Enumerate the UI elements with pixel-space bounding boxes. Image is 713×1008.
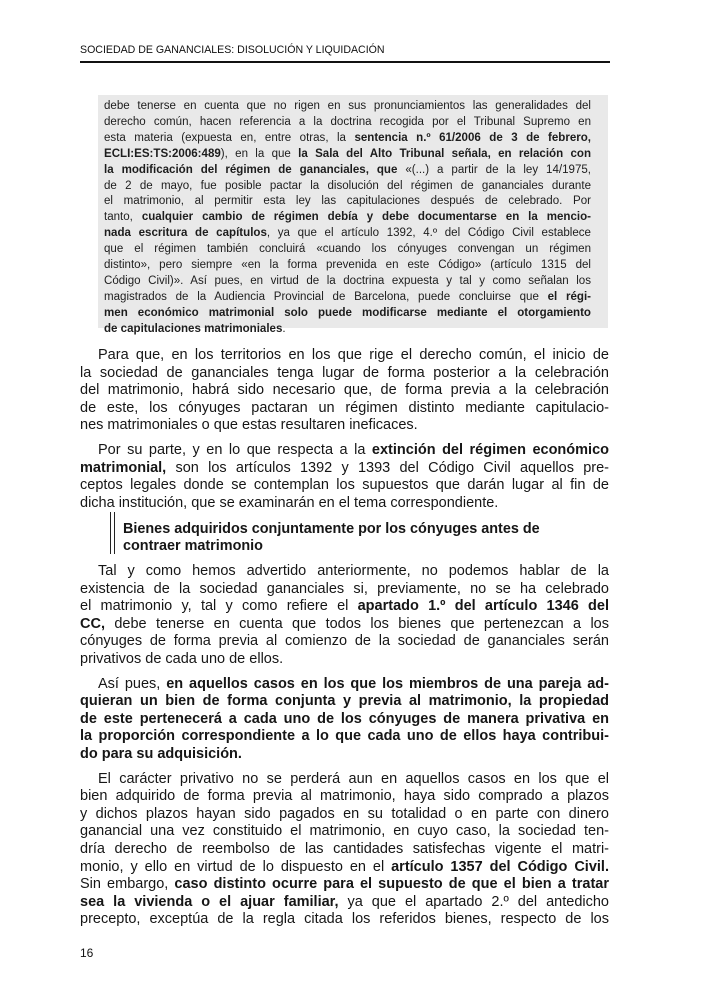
bold-run: extinción del régimen económico <box>371 441 609 458</box>
running-head: SOCIEDAD DE GANANCIALES: DISOLUCIÓN Y LIQUIDACIÓN <box>80 44 385 56</box>
bold-run: men económico matrimonial solo puede modificarse mediante el otorgamiento <box>104 306 591 319</box>
text-run: cónyuges de forma previa al comienzo de la sociedad de gananciales serán <box>80 633 609 650</box>
text-line <box>104 258 591 274</box>
text-line <box>80 711 609 729</box>
paragraph <box>80 347 609 435</box>
bold-run: matrimonial, <box>80 459 167 476</box>
text-line <box>80 859 609 877</box>
text-run: Así pues, <box>98 675 167 692</box>
paragraph <box>80 442 609 512</box>
text-run: dicha institución, que se examinarán en el tema correspondiente. <box>80 494 499 511</box>
body-block-bottom <box>80 563 609 929</box>
text-line <box>104 242 591 258</box>
bold-run: de capitulaciones matrimoniales <box>104 322 283 335</box>
text-line <box>80 841 609 859</box>
section-heading-line: contraer matrimonio <box>123 538 263 555</box>
text-run: magistrados de la Audiencia Provincial de Barcelona, puede concluirse que <box>104 290 548 303</box>
bold-run: nada escritura de capítulos <box>104 227 267 240</box>
text-line <box>80 495 609 513</box>
text-line <box>104 322 591 338</box>
text-line <box>80 876 609 894</box>
text-line <box>104 210 591 226</box>
text-run: «(...) a partir de la ley 14/1975, <box>397 163 592 176</box>
text-run: existencia de la sociedad gananciales si, previamente, no se ha celebrado <box>80 580 609 597</box>
text-line <box>80 563 609 581</box>
bold-run: sentencia n.º 61/2006 de 3 de febrero, <box>354 131 591 144</box>
text-line <box>80 347 609 365</box>
text-run: debe tenerse en cuenta que no rigen en sus pronunciamientos las generalidades del <box>104 100 591 112</box>
bold-run: el régi- <box>547 290 591 303</box>
text-line <box>104 147 591 163</box>
text-run: Para que, en los territorios en los que rige el derecho común, el inicio de <box>98 347 609 363</box>
text-run: ya que el apartado 2.º del antedicho <box>338 893 609 910</box>
bold-run: la Sala del Alto Tribunal señala, en relación con <box>298 147 591 160</box>
bold-run: apartado 1.º del artículo 1346 del <box>357 598 610 615</box>
text-line <box>80 693 609 711</box>
text-line <box>80 460 609 478</box>
bold-run: do para su adquisición. <box>80 745 242 762</box>
text-run: Sin embargo, <box>80 876 175 893</box>
text-run: tanto, <box>104 211 142 224</box>
text-run: de 2 de mayo, fue posible pactar la disolución del régimen de gananciales durante <box>104 179 591 192</box>
text-run: y dichos plazos hayan sido pagados en su totalidad o en parte con dinero <box>80 805 609 822</box>
bold-run: sea la vivienda o el ajuar familiar, <box>80 893 339 910</box>
text-run: el matrimonio, al permitir esta ley las capitulaciones después de celebrado. Por <box>104 195 591 208</box>
text-run: distinto», pero siempre «en la forma prevenida en este Código» (artículo 1315 del <box>104 259 591 272</box>
text-run: ganancial una vez constituido el matrimonio, en cuyo caso, la sociedad ten- <box>80 823 609 840</box>
text-line <box>104 306 591 322</box>
text-line <box>80 728 609 746</box>
text-run: de este, los cónyuges pactaran un régimen distinto mediante capitulacio- <box>80 399 609 416</box>
text-line <box>104 179 591 195</box>
text-line <box>80 894 609 912</box>
text-line <box>80 581 609 599</box>
text-run: , ya que el artículo 1392, 4.º del Código Civil establece <box>266 227 591 240</box>
text-line <box>80 823 609 841</box>
section-heading <box>110 521 583 556</box>
text-run: bien adquirido de forma previa al matrimonio, haya sido comprado a plazos <box>80 788 609 805</box>
text-line <box>80 417 609 435</box>
text-line <box>80 651 609 669</box>
text-run: el matrimonio y, tal y como refiere el <box>80 598 358 615</box>
bold-run: quieran un bien de forma conjunta y previa al matrimonio, la propiedad <box>80 693 609 710</box>
bold-run: la modificación del régimen de gananciales, que <box>104 163 398 176</box>
paragraph <box>80 676 609 764</box>
text-line <box>80 477 609 495</box>
text-line <box>104 99 591 115</box>
text-line <box>80 746 609 764</box>
text-run: dría derecho de reembolso de las cantidades satisfechas vigente el matri- <box>80 840 609 857</box>
paragraph <box>80 563 609 669</box>
text-line <box>80 788 609 806</box>
text-line <box>80 365 609 383</box>
text-line <box>80 400 609 418</box>
text-line <box>104 194 591 210</box>
paragraph <box>80 771 609 929</box>
text-line <box>80 442 609 460</box>
text-run: nes matrimoniales o que estas resultaren ineficaces. <box>80 417 418 434</box>
section-heading-line: Bienes adquiridos conjuntamente por los cónyuges antes de <box>123 521 540 537</box>
text-line <box>104 163 591 179</box>
text-line <box>80 382 609 400</box>
text-line <box>80 911 609 929</box>
bold-run: de este pertenecerá a cada uno de los cónyuges de manera privativa en <box>80 710 609 727</box>
text-run: ceptos legales donde se contemplan los supuestos que darán lugar al fin de <box>80 477 609 494</box>
text-run: monio, y ello en virtud de lo dispuesto en el <box>80 858 392 875</box>
bold-run: caso distinto ocurre para el supuesto de que el bien a tratar <box>174 876 609 893</box>
bold-run: ECLI:ES:TS:2006:489 <box>104 147 221 160</box>
text-run: ), en la que <box>220 147 299 160</box>
text-line <box>104 131 591 147</box>
text-line <box>80 616 609 634</box>
text-line <box>80 598 609 616</box>
text-line <box>80 676 609 694</box>
bold-run: CC, <box>80 615 105 632</box>
text-run: privativos de cada uno de ellos. <box>80 650 284 667</box>
body-block-top <box>80 347 609 512</box>
text-line <box>104 226 591 242</box>
text-line <box>80 633 609 651</box>
bold-run: artículo 1357 del Código Civil. <box>391 858 609 875</box>
text-run: Código Civil)». Así pues, en virtud de la doctrina expuesta y tal y como señalan los <box>104 274 591 287</box>
text-run: Por su parte, y en lo que respecta a la <box>98 441 372 458</box>
text-run: El carácter privativo no se perderá aun en aquellos casos en los que el <box>98 770 609 787</box>
bold-run: en aquellos casos en los que los miembros de una pareja ad- <box>166 675 609 692</box>
text-line <box>104 290 591 306</box>
text-run: esta materia (expuesta en, entre otras, la <box>104 131 355 144</box>
text-run: del matrimonio, habrá sido necesario que, de forma previa a la celebración <box>80 382 609 399</box>
text-run: que el régimen también concluirá «cuando los cónyuges convengan un régimen <box>104 243 591 256</box>
text-line <box>104 274 591 290</box>
header-rule <box>80 61 610 63</box>
quote-text <box>104 99 591 338</box>
bold-run: cualquier cambio de régimen debía y debe documentarse en la mencio- <box>141 211 591 224</box>
text-run: son los artículos 1392 y 1393 del Código Civil aquellos pre- <box>166 459 609 476</box>
text-line <box>104 115 591 131</box>
text-line <box>80 771 609 789</box>
bold-run: la proporción correspondiente a lo que cada uno de ellos haya contribui- <box>80 728 609 745</box>
text-line <box>80 806 609 824</box>
page-number: 16 <box>80 946 94 960</box>
text-run: precepto, exceptúa de la regla citada los referidos bienes, respecto de los <box>80 911 609 928</box>
text-run: la sociedad de gananciales tenga lugar de forma posterior a la celebración <box>80 364 609 381</box>
text-run: Tal y como hemos advertido anteriormente, no podemos hablar de la <box>98 563 609 579</box>
text-run: debe tenerse en cuenta que todos los bienes que pertenezcan a los <box>104 615 609 632</box>
text-run: derecho común, hacen referencia a la doctrina recogida por el Tribunal Supremo en <box>104 115 591 128</box>
text-run: . <box>282 322 286 335</box>
